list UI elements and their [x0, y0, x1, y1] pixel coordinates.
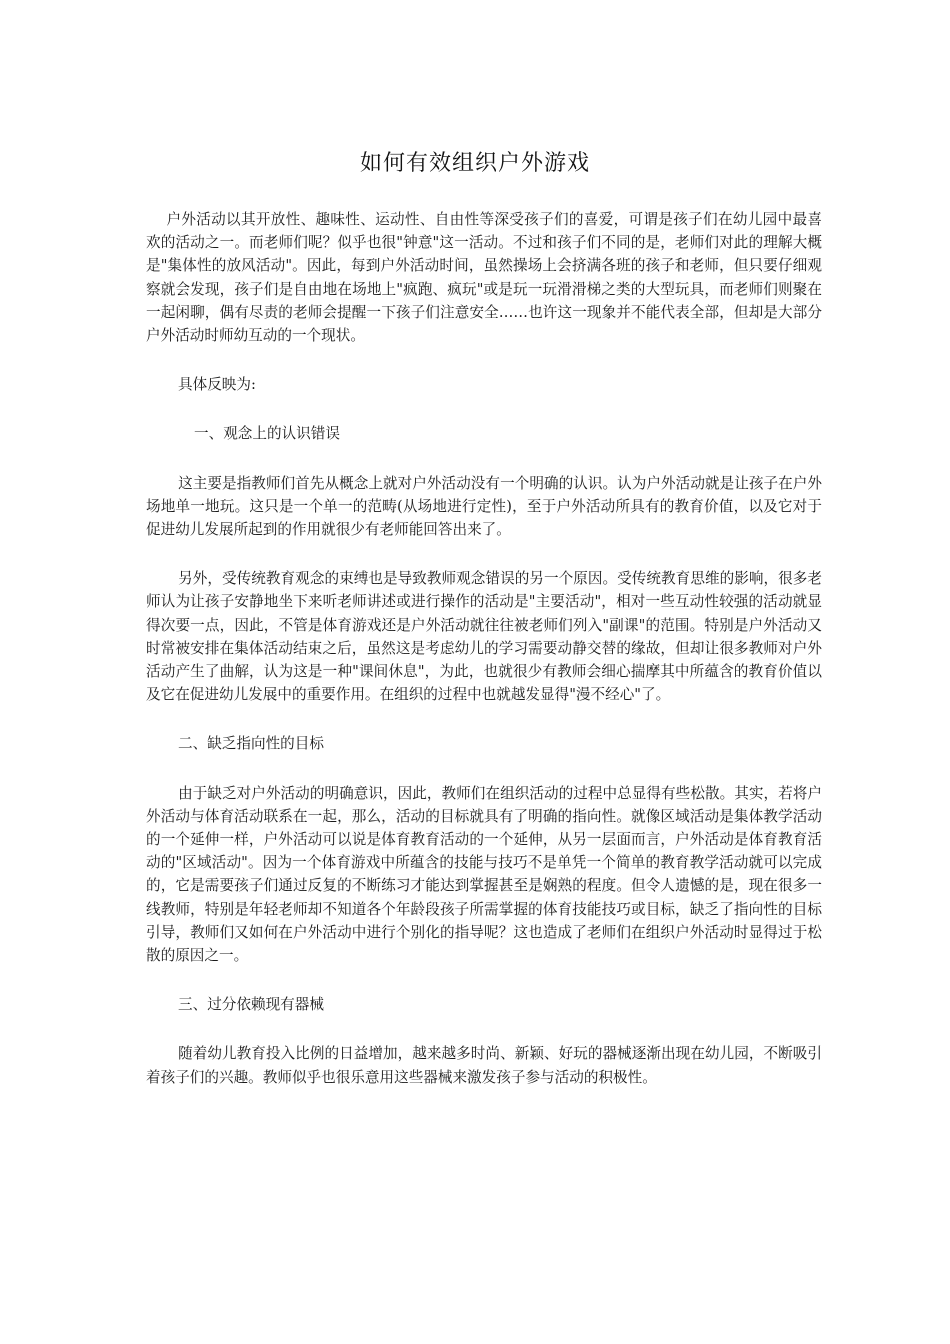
section-3-heading: 三、过分依赖现有器械	[178, 996, 324, 1014]
lead-line: 具体反映为:	[178, 376, 256, 394]
section-2-paragraph-1: 由于缺乏对户外活动的明确意识，因此，教师们在组织活动的过程中总显得有些松散。其实，若将户外活动与体育活动联系在一起，那么，活动的目标就具有了明确的指向性。就像区域活动是集体教学活动的一个延伸一样，户外活动可以说是体育教育活动的一个延伸，从另一层面而言，户外活动是体育教育活动的"区域活动"。因为一个体育游戏中所蕴含的技能与技巧不是单凭一个简单的教育教学活动就可以完成的，它是需要孩子们通过反复的不断练习才能达到掌握甚至是娴熟的程度。但令人遗憾的是，现在很多一线教师，特别是年轻老师却不知道各个年龄段孩子所需掌握的体育技能技巧或目标，缺乏了指向性的目标引导，教师们又如何在户外活动中进行个别化的指导呢？这也造成了老师们在组织户外活动时显得过于松散的原因之一。	[146, 784, 822, 965]
section-1-paragraph-1: 这主要是指教师们首先从概念上就对户外活动没有一个明确的认识。认为户外活动就是让孩子在户外场地单一地玩。这只是一个单一的范畴(从场地进行定性)，至于户外活动所具有的教育价值，以及它对于促进幼儿发展所起到的作用就很少有老师能回答出来了。	[146, 474, 822, 539]
section-3-paragraph-1: 随着幼儿教育投入比例的日益增加，越来越多时尚、新颖、好玩的器械逐渐出现在幼儿园，不断吸引着孩子们的兴趣。教师似乎也很乐意用这些器械来激发孩子参与活动的积极性。	[146, 1045, 822, 1086]
document-title: 如何有效组织户外游戏	[359, 151, 590, 176]
document-body	[146, 208, 822, 1089]
section-1-paragraph-2: 另外，受传统教育观念的束缚也是导致教师观念错误的另一个原因。受传统教育思维的影响，很多老师认为让孩子安静地坐下来听老师讲述或进行操作的活动是"主要活动"，相对一些互动性较强的活动就显得次要一点，因此，不管是体育游戏还是户外活动就往往被老师们列入"副课"的范围。特别是户外活动又时常被安排在集体活动结束之后，虽然这是考虑幼儿的学习需要动静交替的缘故，但却让很多教师对户外活动产生了曲解，认为这是一种"课间休息"，为此，也就很少有教师会细心揣摩其中所蕴含的教育价值以及它在促进幼儿发展中的重要作用。在组织的过程中也就越发显得"漫不经心"了。	[146, 570, 822, 704]
intro-paragraph: 户外活动以其开放性、趣味性、运动性、自由性等深受孩子们的喜爱，可谓是孩子们在幼儿园中最喜欢的活动之一。而老师们呢？似乎也很"钟意"这一活动。不过和孩子们不同的是，老师们对此的理解大概是"集体性的放风活动"。因此，每到户外活动时间，虽然操场上会挤满各班的孩子和老师，但只要仔细观察就会发现，孩子们是自由地在场地上"疯跑、疯玩"或是玩一玩滑滑梯之类的大型玩具，而老师们则聚在一起闲聊，偶有尽责的老师会提醒一下孩子们注意安全……也许这一现象并不能代表全部，但却是大部分户外活动时师幼互动的一个现状。	[146, 211, 822, 345]
section-1-heading: 一、观念上的认识错误	[194, 425, 340, 443]
section-2-heading: 二、缺乏指向性的目标	[178, 735, 324, 753]
